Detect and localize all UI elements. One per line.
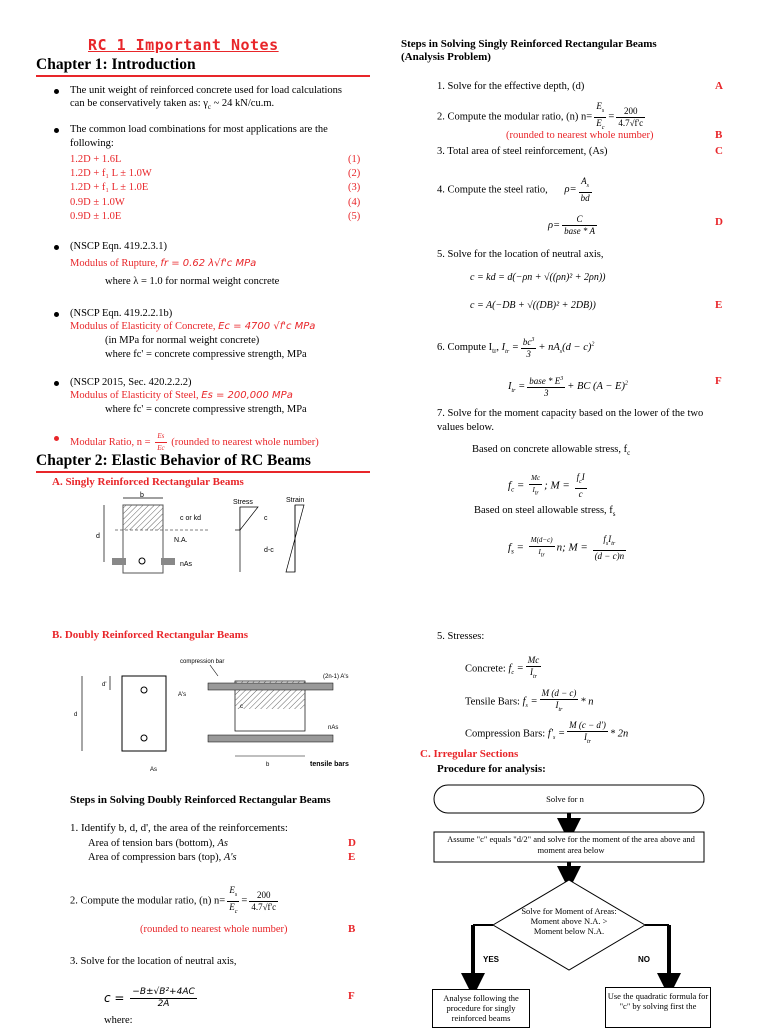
doubly-beam-figure <box>70 656 370 781</box>
rupture-ref: (NSCP Eqn. 419.2.3.1) <box>70 241 168 252</box>
doubly-step-2-rounded: (rounded to nearest whole number) <box>140 924 288 935</box>
fig-a-c-stress: c <box>264 515 268 522</box>
fig-b-nas-label: nAs <box>328 725 339 731</box>
es-where: where fc' = concrete compressive strength, MPa <box>105 404 307 415</box>
doubly-step-1b: Area of compression bars (top), A's <box>88 852 237 863</box>
doubly-step-2: 2. Compute the modular ratio, (n) n= $\frac{E_s}{E_c}$ = $\frac{200}{4.7√f'c}$ <box>70 885 277 915</box>
fig-a-dc-label: d-c <box>264 547 274 554</box>
combo-num-1: (1) <box>348 154 361 165</box>
singly-step-2-rounded: (rounded to nearest whole number) <box>506 130 654 141</box>
bullet <box>54 381 59 386</box>
steel-stress-label: Based on steel allowable stress, $f_s$ <box>474 505 616 519</box>
concrete-moment-formula: $f_c$ = $\frac{Mc}{I_{tr}}$ ; M = $\frac{f_cI}{c}$ <box>508 472 585 499</box>
letter-f-right: F <box>715 375 722 387</box>
concrete-stress-label: Based on concrete allowable stress, $f_c$ <box>472 444 631 458</box>
document-title: RC 1 Important Notes <box>88 36 279 54</box>
load-combo-4: 0.9D ± 1.0W <box>70 197 125 208</box>
fig-b-2n-label: (2n-1) A's <box>323 674 349 680</box>
rupture-formula: Modulus of Rupture, fr = 0.62 λ√f'c MPa <box>70 258 257 269</box>
bullet <box>54 312 59 317</box>
section-b-heading: B. Doubly Reinforced Rectangular Beams <box>52 629 249 641</box>
fig-b-c-label: c <box>240 704 243 710</box>
fig-a-d-label: d <box>96 533 100 540</box>
letter-d: D <box>348 837 356 849</box>
es-formula: Modulus of Elasticity of Steel, Es = 200,000 MPa <box>70 390 293 401</box>
modular-ratio: Modular Ratio, n = $\frac{Es}{Ec}$ (rounded to nearest whole number) <box>70 432 319 452</box>
doubly-step-3: 3. Solve for the location of neutral axis, <box>70 956 237 967</box>
fig-a-strain-label: Strain <box>286 497 305 504</box>
na-formula-2: c = A(−DB + √((DB)² + 2DB)) <box>470 300 596 311</box>
letter-b: B <box>348 923 356 935</box>
letter-d-right: D <box>715 216 723 228</box>
letter-e-right: E <box>715 299 723 311</box>
combo-text-1: The common load combinations for most applications are the <box>70 124 328 135</box>
singly-step-7-b: values below. <box>437 422 495 433</box>
singly-step-3: 3. Total area of steel reinforcement, (As) <box>437 146 608 157</box>
fig-a-c-label: c or kd <box>180 515 202 522</box>
flow-start-text: Solve for n <box>546 794 584 804</box>
letter-f: F <box>348 990 355 1002</box>
bullet <box>54 89 59 94</box>
singly-step-2: 2. Compute the modular ratio, (n) n= $\frac{E_s}{E_c}$ = $\frac{200}{4.7√f'c}$ <box>437 101 644 131</box>
where-label: where: <box>104 1015 133 1026</box>
singly-step-4: 4. Compute the steel ratio, ρ= $\frac{A_s}{bd}$ <box>437 176 590 203</box>
load-combo-5: 0.9D ± 1.0E <box>70 211 122 222</box>
fig-b-dprime-label: d' <box>102 682 107 688</box>
concrete-stress-formula: Concrete: $f_c$ = $\frac{Mc}{I_{tr}}$ <box>465 655 540 680</box>
ec-note: (in MPa for normal weight concrete) <box>105 335 260 346</box>
flow-yes-box: Analyse following the procedure for singly reinforced beams <box>432 989 530 1028</box>
singly-steps-heading-1: Steps in Solving Singly Reinforced Rectangular Beams <box>401 38 657 50</box>
singly-beam-figure <box>90 490 320 580</box>
chapter-2-rule <box>36 471 370 473</box>
ec-formula: Modulus of Elasticity of Concrete, Ec = 4700 √f'c MPa <box>70 321 316 332</box>
singly-step-7-a: 7. Solve for the moment capacity based on the lower of the two <box>437 408 704 419</box>
es-ref: (NSCP 2015, Sec. 420.2.2.2) <box>70 377 192 388</box>
chapter-1-rule <box>36 75 370 77</box>
tensile-stress-formula: Tensile Bars: $f_s$ = $\frac{M (d - c)}{I_{tr}}$ * n <box>465 688 594 713</box>
combo-num-3: (3) <box>348 182 361 193</box>
bullet <box>54 245 59 250</box>
bullet <box>54 436 59 441</box>
singly-step-5: 5. Solve for the location of neutral axis, <box>437 249 604 260</box>
chapter-1-heading: Chapter 1: Introduction <box>36 56 196 73</box>
steel-moment-formula: $f_s$ = $\frac{M(d-c)}{I_{tr}}$ n; M = $\frac{f_sI_{tr}}{(d - c)n}$ <box>508 534 625 561</box>
fig-a-b-label: b <box>140 492 144 499</box>
doubly-step-1a: Area of tension bars (bottom), As <box>88 838 228 849</box>
doubly-step-1: 1. Identify b, d, d', the area of the reinforcements: <box>70 822 288 834</box>
flow-decision-text: Solve for Moment of Areas: Moment above N.A. > Moment below N.A. <box>521 906 617 936</box>
bullet <box>54 128 59 133</box>
unit-weight-text-2: can be conservatively taken as: $\gamma_c$ ~ 24 kN/cu.m. <box>70 98 275 112</box>
fig-a-stress-label: Stress <box>233 499 253 506</box>
singly-steps-heading-2: (Analysis Problem) <box>401 51 491 63</box>
steel-ratio-alt: ρ= $\frac{C}{\text{base * A}}$ <box>548 214 595 236</box>
ec-where: where fc' = concrete compressive strength, MPa <box>105 349 307 360</box>
ec-ref: (NSCP Eqn. 419.2.2.1b) <box>70 308 173 319</box>
rupture-where: where λ = 1.0 for normal weight concrete <box>105 276 280 287</box>
flow-yes-label: YES <box>483 955 500 964</box>
letter-c: C <box>715 145 723 157</box>
combo-num-4: (4) <box>348 197 361 208</box>
procedure-heading: Procedure for analysis: <box>437 763 546 775</box>
na-formula-1: c = kd = d(−ρn + √((ρn)² + 2ρn)) <box>470 272 606 283</box>
fig-b-d-label: d <box>74 712 78 718</box>
section-c-heading: C. Irregular Sections <box>420 748 519 760</box>
letter-b-right: B <box>715 129 723 141</box>
fig-b-b-label: b <box>266 762 270 768</box>
singly-step-1: 1. Solve for the effective depth, (d) <box>437 81 585 92</box>
fig-b-compression-label: compression bar <box>180 659 225 665</box>
flow-no-label: NO <box>638 955 650 964</box>
section-a-heading: A. Singly Reinforced Rectangular Beams <box>52 476 244 488</box>
flow-assume-text: Assume "c" equals "d/2" and solve for the moment of the area above and moment area below <box>447 834 695 855</box>
load-combo-2: 1.2D + f₁ L ± 1.0W <box>70 168 152 179</box>
itr-formula-alt: $I_{tr}$ = $\frac{base * E^3}{3}$ + BC $(A - E)^2$ <box>508 376 628 398</box>
compression-stress-formula: Compression Bars: $f'_s$ = $\frac{M (c - d')}{I_{tr}}$ * 2n <box>465 720 629 745</box>
letter-e: E <box>348 851 356 863</box>
stresses-heading: 5. Stresses: <box>437 631 485 642</box>
combo-num-5: (5) <box>348 211 361 222</box>
flow-no-box: Use the quadratic formula for "c" by solving first the <box>605 987 711 1028</box>
fig-a-na-label: N.A. <box>174 537 188 544</box>
combo-num-2: (2) <box>348 168 361 179</box>
doubly-steps-heading: Steps in Solving Doubly Reinforced Rectangular Beams <box>70 794 331 806</box>
neutral-axis-formula: c = $\frac{\text{−B±√B²+4AC}}{2A}$ <box>104 987 195 1009</box>
fig-b-as-label: As <box>150 767 158 773</box>
combo-text-2: following: <box>70 138 114 149</box>
fig-a-nas-label: nAs <box>180 561 193 568</box>
fig-b-asprime-label: A's <box>178 692 187 698</box>
chapter-2-heading: Chapter 2: Elastic Behavior of RC Beams <box>36 452 311 469</box>
singly-step-6: 6. Compute $I_{tr}$, $I_{tr}$ = $\frac{bc^3}{3}$ + $nA_s(d - c)^2$ <box>437 337 595 359</box>
fig-b-tensile-label: tensile bars <box>310 761 349 768</box>
letter-a: A <box>715 80 723 92</box>
load-combo-3: 1.2D + f₁ L ± 1.0E <box>70 182 149 193</box>
unit-weight-text-1: The unit weight of reinforced concrete used for load calculations <box>70 85 343 96</box>
load-combo-1: 1.2D + 1.6L <box>70 154 122 165</box>
